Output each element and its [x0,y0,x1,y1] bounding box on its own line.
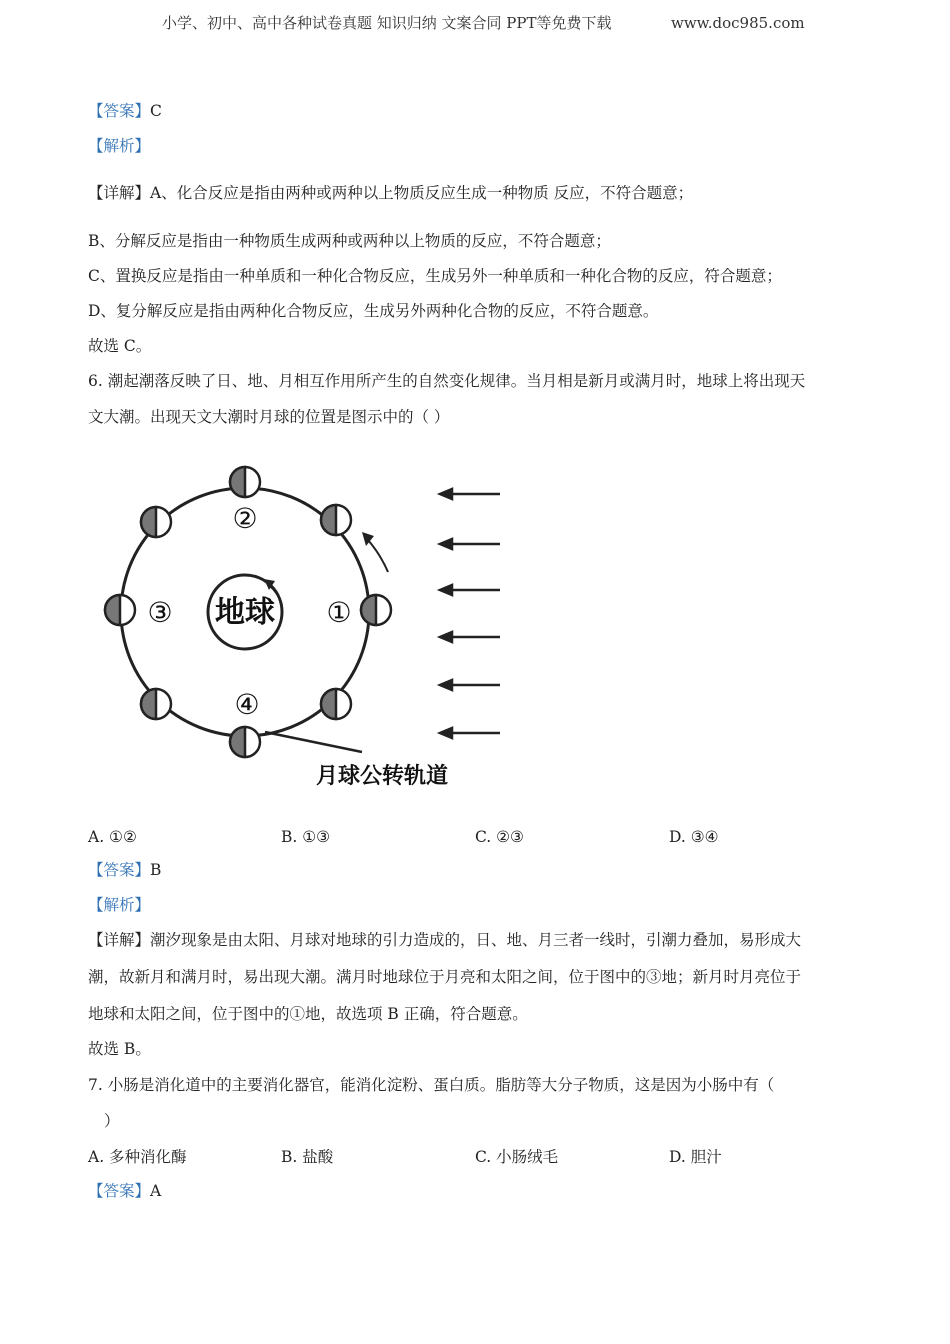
moon-bottom [230,727,260,757]
q6-option-d[interactable]: D. ③④ [669,828,719,846]
q6-analysis-tag: 【解析】 [88,896,151,914]
q7-option-a[interactable]: A. 多种消化酶 [88,1148,187,1166]
position-3-label: ③ [147,596,173,629]
detail-tag: 【详解】 [88,184,151,202]
moon-bottom-right [321,689,351,719]
moon-top-right [321,505,351,535]
q5-detail-c: C、置换反应是指由一种单质和一种化合物反应，生成另外一种单质和一种化合物的反应，符合题意； [88,267,782,285]
q6-option-c[interactable]: C. ②③ [475,828,524,846]
header-url[interactable]: www.doc985.com [671,14,805,32]
q5-answer-value: C [150,102,162,120]
moon-orbit-diagram [100,460,520,800]
q6-stem-line2: 文大潮。出现天文大潮时月球的位置是图示中的（ ） [88,408,450,426]
moon-right [361,595,391,625]
position-4-label: ④ [234,688,260,721]
q7-answer-value: A [150,1182,162,1200]
position-1-label: ① [326,596,352,629]
q7-stem-line2: ） [104,1112,120,1130]
moon-left [105,595,135,625]
q5-detail-a: 【详解】A、化合反应是指由两种或两种以上物质反应生成一种物质 反应，不符合题意； [88,184,694,202]
orbit-label: 月球公转轨道 [316,764,449,789]
q7-answer: 【答案】A [88,1182,162,1200]
q5-detail-b: B、分解反应是指由一种物质生成两种或两种以上物质的反应，不符合题意； [88,232,611,250]
q6-conclusion: 故选 B。 [88,1040,151,1058]
orbit-direction-arrow [368,540,388,572]
q6-detail-line2: 潮，故新月和满月时，易出现大潮。满月时地球位于月亮和太阳之间，位于图中的③地；新月时月亮位于 [88,968,802,986]
earth-label: 地球 [215,595,275,630]
q5-answer [88,101,162,121]
header-text: 小学、初中、高中各种试卷真题 知识归纳 文案合同 PPT等免费下载 [162,14,612,32]
orbit-label-pointer [265,732,362,752]
answer-tag: 【答案】 [88,102,151,120]
q6-option-b[interactable]: B. ①③ [281,828,331,846]
sunlight-arrows [440,489,500,738]
position-2-label: ② [232,502,258,535]
q7-option-c[interactable]: C. 小肠绒毛 [475,1148,559,1166]
q6-detail-line3: 地球和太阳之间，位于图中的①地，故选项 B 正确，符合题意。 [88,1005,528,1023]
q7-stem-line1: 7. 小肠是消化道中的主要消化器官，能消化淀粉、蛋白质。脂肪等大分子物质，这是因为小肠中有（ [88,1076,775,1094]
q5-conclusion: 故选 C。 [88,337,152,355]
q6-answer: 【答案】B [88,861,162,879]
moon-bottom-left [141,689,171,719]
q6-option-a[interactable]: A. ①② [88,828,137,846]
q5-analysis-tag: 【解析】 [88,137,151,155]
q7-option-d[interactable]: D. 胆汁 [669,1148,722,1166]
q7-option-b[interactable]: B. 盐酸 [281,1148,334,1166]
q6-detail-line1: 【详解】潮汐现象是由太阳、月球对地球的引力造成的，日、地、月三者一线时，引潮力叠加，易形成大 [88,931,802,949]
q5-detail-d: D、复分解反应是指由两种化合物反应，生成另外两种化合物的反应，不符合题意。 [88,302,659,320]
q6-stem-line1: 6. 潮起潮落反映了日、地、月相互作用所产生的自然变化规律。当月相是新月或满月时，地球上将出现天 [88,372,806,390]
moon-top-left [141,507,171,537]
moon-top [230,467,260,497]
q6-answer-value: B [150,861,162,879]
